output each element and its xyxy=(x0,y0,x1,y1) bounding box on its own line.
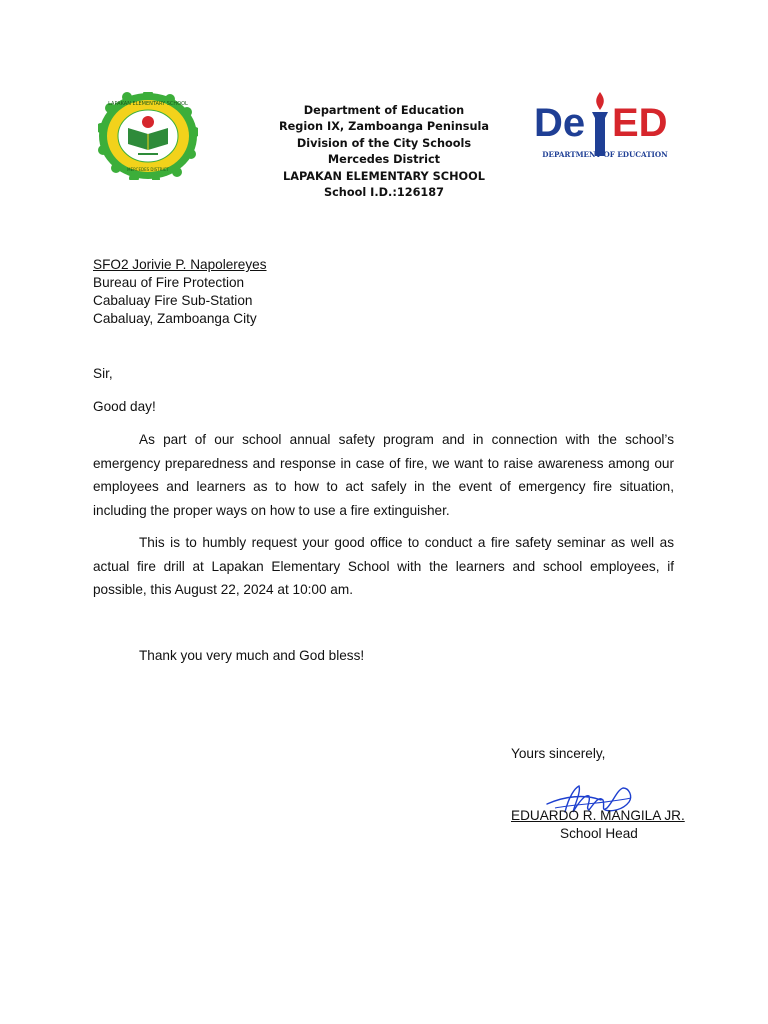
torch-icon xyxy=(592,92,608,156)
signatory-name: EDUARDO R. MANGILA JR. xyxy=(511,808,685,823)
greeting: Good day! xyxy=(93,399,156,414)
svg-text:De: De xyxy=(534,101,586,145)
addressee-station: Cabaluay Fire Sub-Station xyxy=(93,293,253,308)
body-paragraph-2: This is to humbly request your good office to conduct a fire safety seminar as well as actual fire drill at Lapakan Elementary School with the learners and school employees, if possible, this August 22, 2024 at 10:00 am. xyxy=(93,535,674,597)
seal-text-bottom: MERCEDES DISTRICT xyxy=(127,167,169,172)
closing-yours-sincerely: Yours sincerely, xyxy=(511,746,606,761)
letterhead-header xyxy=(264,103,504,201)
salutation: Sir, xyxy=(93,366,113,381)
header-department: Department of Education xyxy=(303,104,465,117)
addressee-location: Cabaluay, Zamboanga City xyxy=(93,311,257,326)
svg-text:ED: ED xyxy=(612,101,668,145)
addressee-office: Bureau of Fire Protection xyxy=(93,275,245,290)
seal-text-top: LAPAKAN ELEMENTARY SCHOOL xyxy=(108,101,188,107)
header-division: Division of the City Schools xyxy=(296,136,472,150)
addressee-block xyxy=(93,256,267,328)
deped-caption: DEPARTMENT OF EDUCATION xyxy=(542,150,668,159)
header-region: Region IX, Zamboanga Peninsula xyxy=(278,120,490,134)
addressee-name: SFO2 Jorivie P. Napolereyes xyxy=(93,257,267,272)
closing-line: Thank you very much and God bless! xyxy=(139,648,365,663)
signatory-title: School Head xyxy=(560,826,638,841)
school-seal-logo xyxy=(98,92,198,180)
header-school-name: LAPAKAN ELEMENTARY SCHOOL xyxy=(283,169,485,183)
body-paragraph-1: As part of our school annual safety program and in connection with the school’s emergency preparedness and response in case of fire, we want to raise awareness among our employees and learners as to how to act safely in the event of emergency fire situation, including the proper ways on how to use a fire extinguisher. xyxy=(93,432,674,518)
header-school-id: School I.D.:126187 xyxy=(323,186,445,200)
header-district: Mercedes District xyxy=(327,153,441,167)
deped-logo xyxy=(532,90,678,164)
